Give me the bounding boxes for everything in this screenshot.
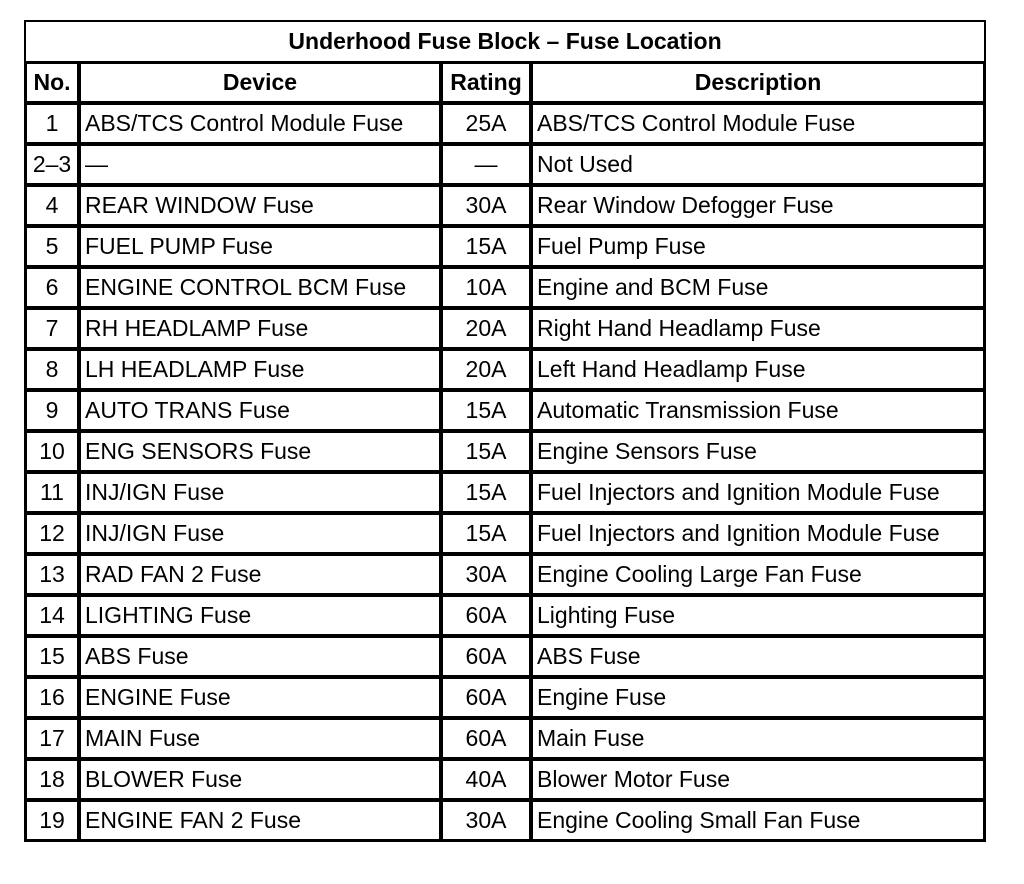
cell-device: REAR WINDOW Fuse <box>80 186 442 227</box>
cell-no: 6 <box>26 268 80 309</box>
cell-device: ENGINE CONTROL BCM Fuse <box>80 268 442 309</box>
cell-description: Right Hand Headlamp Fuse <box>532 309 984 350</box>
table-row <box>26 227 984 268</box>
table-row <box>26 350 984 391</box>
cell-rating: 30A <box>442 186 532 227</box>
cell-device: FUEL PUMP Fuse <box>80 227 442 268</box>
cell-rating: 30A <box>442 801 532 840</box>
title-row <box>26 22 984 63</box>
cell-description: Engine Cooling Large Fan Fuse <box>532 555 984 596</box>
table-row <box>26 186 984 227</box>
cell-description: Fuel Pump Fuse <box>532 227 984 268</box>
header-description: Description <box>532 63 984 104</box>
cell-no: 16 <box>26 678 80 719</box>
cell-rating: 60A <box>442 678 532 719</box>
cell-no: 15 <box>26 637 80 678</box>
cell-no: 9 <box>26 391 80 432</box>
cell-device: ENG SENSORS Fuse <box>80 432 442 473</box>
table-row <box>26 719 984 760</box>
table-title: Underhood Fuse Block – Fuse Location <box>26 22 984 63</box>
table-row <box>26 801 984 840</box>
cell-rating: 40A <box>442 760 532 801</box>
cell-device: RH HEADLAMP Fuse <box>80 309 442 350</box>
cell-description: Not Used <box>532 145 984 186</box>
cell-rating: 20A <box>442 309 532 350</box>
cell-rating: 15A <box>442 391 532 432</box>
table-row <box>26 391 984 432</box>
cell-description: Main Fuse <box>532 719 984 760</box>
header-device: Device <box>80 63 442 104</box>
cell-no: 2–3 <box>26 145 80 186</box>
cell-no: 13 <box>26 555 80 596</box>
cell-device: RAD FAN 2 Fuse <box>80 555 442 596</box>
cell-description: Lighting Fuse <box>532 596 984 637</box>
cell-rating: 15A <box>442 514 532 555</box>
cell-no: 10 <box>26 432 80 473</box>
cell-no: 18 <box>26 760 80 801</box>
cell-no: 4 <box>26 186 80 227</box>
cell-rating: 60A <box>442 637 532 678</box>
cell-device: ENGINE FAN 2 Fuse <box>80 801 442 840</box>
cell-description: Rear Window Defogger Fuse <box>532 186 984 227</box>
cell-description: Fuel Injectors and Ignition Module Fuse <box>532 473 984 514</box>
cell-rating: 20A <box>442 350 532 391</box>
table-row <box>26 555 984 596</box>
cell-description: Blower Motor Fuse <box>532 760 984 801</box>
table-row <box>26 432 984 473</box>
table-row <box>26 760 984 801</box>
cell-no: 7 <box>26 309 80 350</box>
cell-rating: — <box>442 145 532 186</box>
cell-description: Engine Fuse <box>532 678 984 719</box>
cell-no: 11 <box>26 473 80 514</box>
table-row <box>26 309 984 350</box>
header-rating: Rating <box>442 63 532 104</box>
cell-description: Fuel Injectors and Ignition Module Fuse <box>532 514 984 555</box>
cell-no: 19 <box>26 801 80 840</box>
cell-no: 14 <box>26 596 80 637</box>
table-row <box>26 514 984 555</box>
cell-rating: 30A <box>442 555 532 596</box>
cell-description: Left Hand Headlamp Fuse <box>532 350 984 391</box>
cell-rating: 15A <box>442 227 532 268</box>
cell-description: Engine and BCM Fuse <box>532 268 984 309</box>
table-row <box>26 104 984 145</box>
cell-device: LH HEADLAMP Fuse <box>80 350 442 391</box>
cell-device: — <box>80 145 442 186</box>
cell-device: LIGHTING Fuse <box>80 596 442 637</box>
cell-device: AUTO TRANS Fuse <box>80 391 442 432</box>
cell-device: INJ/IGN Fuse <box>80 473 442 514</box>
cell-rating: 60A <box>442 719 532 760</box>
cell-description: ABS Fuse <box>532 637 984 678</box>
cell-device: BLOWER Fuse <box>80 760 442 801</box>
cell-device: ABS Fuse <box>80 637 442 678</box>
cell-description: Engine Sensors Fuse <box>532 432 984 473</box>
header-row <box>26 63 984 104</box>
cell-rating: 60A <box>442 596 532 637</box>
table-row <box>26 473 984 514</box>
cell-rating: 10A <box>442 268 532 309</box>
cell-rating: 25A <box>442 104 532 145</box>
fuse-rows <box>26 104 984 840</box>
cell-rating: 15A <box>442 432 532 473</box>
table-row <box>26 145 984 186</box>
table-row <box>26 268 984 309</box>
cell-device: MAIN Fuse <box>80 719 442 760</box>
cell-no: 12 <box>26 514 80 555</box>
cell-description: Engine Cooling Small Fan Fuse <box>532 801 984 840</box>
cell-no: 5 <box>26 227 80 268</box>
cell-no: 1 <box>26 104 80 145</box>
table-row <box>26 637 984 678</box>
cell-no: 17 <box>26 719 80 760</box>
table-row <box>26 596 984 637</box>
table-row <box>26 678 984 719</box>
cell-description: Automatic Transmission Fuse <box>532 391 984 432</box>
cell-rating: 15A <box>442 473 532 514</box>
cell-device: INJ/IGN Fuse <box>80 514 442 555</box>
cell-no: 8 <box>26 350 80 391</box>
cell-description: ABS/TCS Control Module Fuse <box>532 104 984 145</box>
header-no: No. <box>26 63 80 104</box>
cell-device: ENGINE Fuse <box>80 678 442 719</box>
fuse-location-table <box>24 20 986 842</box>
cell-device: ABS/TCS Control Module Fuse <box>80 104 442 145</box>
